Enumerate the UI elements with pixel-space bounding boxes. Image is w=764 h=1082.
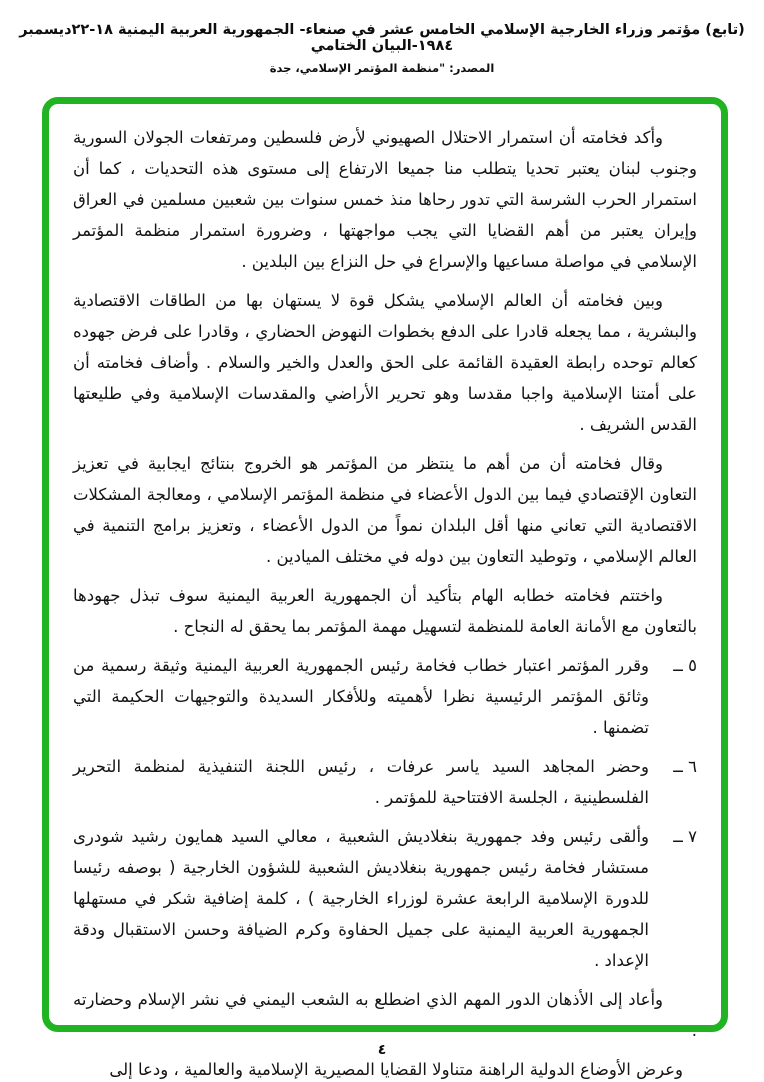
- paragraph-3: وقال فخامته أن من أهم ما ينتظر من المؤتمر هو الخروج بنتائج ايجابية في تعزيز التعاون الإقتصادي فيما بين الدول الأعضاء في منظمة المؤتمر الإسلامي ، ومعالجة المشكلات الاقتصادية التي تعاني منها أقل البلدان نمواً من الدول الأعضاء ، وتعزيز برامج التنمية في العالم الإسلامي ، وتوطيد التعاون بين دوله في مختلف الميادين .: [73, 454, 697, 566]
- paragraph-2: وبين فخامته أن العالم الإسلامي يشكل قوة لا يستهان بها من الطاقات الاقتصادية والبشرية ، مما يجعله قادرا على الدفع بخطوات النهوض الحضاري ، وقادرا على فرض جهوده كعالم توحده رابطة العقيدة القائمة على الحق والعدل والخير والسلام . وأضاف فخامته أن على أمتنا الإسلامية واجبا مقدسا وهو تحرير الأراضي والمقدسات الإسلامية وفي طليعتها القدس الشريف .: [73, 291, 697, 434]
- closing-paragraph-2: وعرض الأوضاع الدولية الراهنة متناولا القضايا المصيرية الإسلامية والعالمية ، ودعا إلى: [109, 1060, 683, 1079]
- closing-paragraph-1: وأعاد إلى الأذهان الدور المهم الذي اضطلع به الشعب اليمني في نشر الإسلام وحضارته .: [73, 990, 697, 1040]
- item-number-5: ٥ ــ: [673, 656, 697, 675]
- numbered-item-7: [73, 821, 697, 976]
- document-header: [0, 22, 764, 75]
- document-body: [73, 122, 697, 1082]
- document-frame: [42, 97, 728, 1079]
- document-title: (تابع) مؤتمر وزراء الخارجية الإسلامي الخامس عشر في صنعاء- الجمهورية العربية اليمنية ١٨-٢٢ديسمبر ١٩٨٤-البيان الختامي: [19, 22, 745, 54]
- numbered-item-6: [73, 751, 697, 813]
- document-source: المصدر: "منظمة المؤتمر الإسلامي، جدة: [269, 61, 495, 75]
- page-number: ٤: [377, 1042, 387, 1058]
- numbered-item-5: [73, 650, 697, 743]
- item-number-6: ٦ ــ: [673, 757, 697, 776]
- item-text-6: وحضر المجاهد السيد ياسر عرفات ، رئيس اللجنة التنفيذية لمنظمة التحرير الفلسطينية ، الجلسة الافتتاحية للمؤتمر .: [73, 757, 649, 807]
- item-number-7: ٧ ــ: [673, 827, 697, 846]
- paragraph-4: واختتم فخامته خطابه الهام بتأكيد أن الجمهورية العربية اليمنية سوف تبذل جهودها بالتعاون مع الأمانة العامة للمنظمة لتسهيل مهمة المؤتمر بما يحقق له النجاح .: [73, 586, 697, 636]
- item-text-7: وألقى رئيس وفد جمهورية بنغلاديش الشعبية ، معالي السيد همايون رشيد شودرى مستشار فخامة رئيس جمهورية بنغلاديش الشعبية للشؤون الخارجية ( بوصفه رئيسا للدورة الإسلامية الرابعة عشرة لوزراء الخارجية ) ، كلمة إضافية شكر في مستهلها الجمهورية العربية اليمنية على جميل الحفاوة وكرم الضيافة وحسن الاستقبال ودقة الإعداد .: [73, 827, 649, 970]
- paragraph-1: وأكد فخامته أن استمرار الاحتلال الصهيوني لأرض فلسطين ومرتفعات الجولان السورية وجنوب لبنان يعتبر تحديا يتطلب منا جميعا الارتفاع إلى مستوى هذه التحديات ، كما أن استمرار الحرب الشرسة التي تدور رحاها منذ خمس سنوات بين شعبين مسلمين في العراق وإيران يعتبر من أهم القضايا التي يجب مواجهتها ، وضرورة استمرار منظمة المؤتمر الإسلامي في مواصلة مساعيها والإسراع في حل النزاع بين البلدين .: [73, 128, 697, 271]
- item-text-5: وقرر المؤتمر اعتبار خطاب فخامة رئيس الجمهورية العربية اليمنية وثيقة رسمية من وثائق المؤتمر الرئيسية نظرا لأهميته وللأفكار السديدة والتوجيهات الحكيمة التي تضمنها .: [73, 656, 649, 737]
